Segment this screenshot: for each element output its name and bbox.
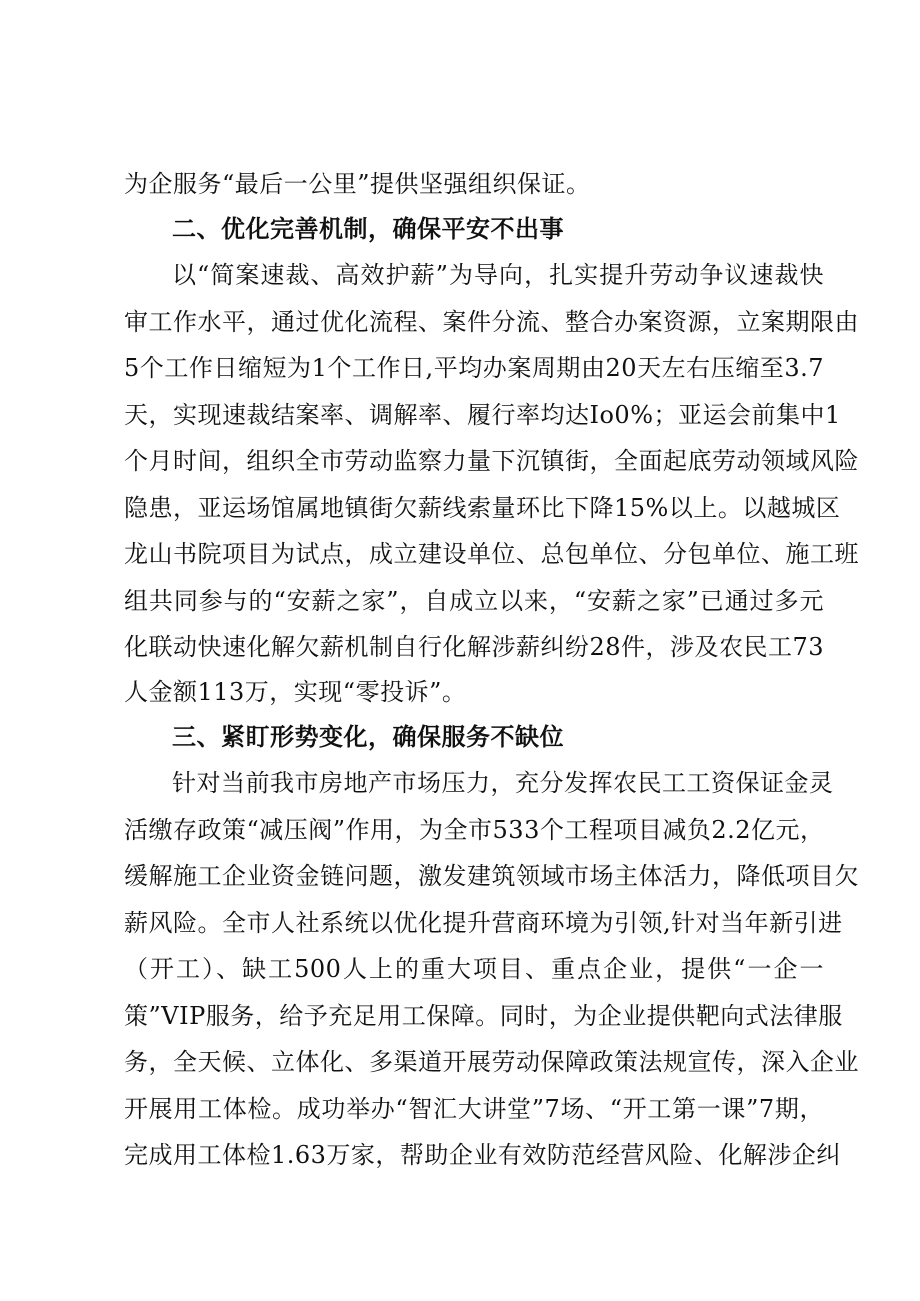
paragraph-line: 以“简案速裁、高效护薪”为导向，扎实提升劳动争议速裁快: [172, 261, 824, 289]
paragraph-line: 薪风险。全市人社系统以优化提升营商环境为引领,针对当年新引进: [124, 909, 843, 937]
paragraph-line: 为企服务“最后一公里”提供坚强组织保证。: [124, 170, 591, 198]
paragraph-line: 龙山书院项目为试点，成立建设单位、总包单位、分包单位、施工班: [124, 540, 859, 568]
paragraph-line: 化联动快速化解欠薪机制自行化解涉薪纠纷28件，涉及农民工73: [124, 633, 825, 661]
paragraph-line: （开工）、缺工500人上的重大项目、重点企业，提供“一企一: [124, 955, 824, 983]
paragraph-line: 组共同参与的“安薪之家”，自成立以来，“安薪之家”已通过多元: [124, 587, 824, 615]
paragraph-line: 完成用工体检1.63万家，帮助企业有效防范经营风险、化解涉企纠: [124, 1141, 841, 1169]
section-heading-3: 三、紧盯形势变化，确保服务不缺位: [172, 723, 564, 751]
paragraph-line: 审工作水平，通过优化流程、案件分流、整合办案资源，立案期限由: [124, 308, 859, 336]
section-heading-2: 二、优化完善机制，确保平安不出事: [172, 215, 564, 243]
paragraph-line: 人金额113万，实现“零投诉”。: [124, 678, 467, 706]
paragraph-line: 务，全天候、立体化、多渠道开展劳动保障政策法规宣传，深入企业: [124, 1048, 859, 1076]
paragraph-line: 缓解施工企业资金链问题，激发建筑领域市场主体活力，降低项目欠: [124, 862, 859, 890]
paragraph-line: 隐患，亚运场馆属地镇街欠薪线索量环比下降15%以上。以越城区: [124, 494, 841, 522]
paragraph-line: 5个工作日缩短为1个工作日,平均办案周期由20天左右压缩至3.7: [124, 354, 824, 382]
paragraph-line: 策”VIP服务，给予充足用工保障。同时，为企业提供靶向式法律服: [124, 1002, 843, 1030]
paragraph-line: 开展用工体检。成功举办“智汇大讲堂”7场、“开工第一课”7期，: [124, 1095, 824, 1123]
paragraph-line: 天，实现速裁结案率、调解率、履行率均达Io0%；亚运会前集中1: [124, 401, 841, 429]
paragraph-line: 个月时间，组织全市劳动监察力量下沉镇街，全面起底劳动领域风险: [124, 447, 859, 475]
paragraph-line: 活缴存政策“减压阀”作用，为全市533个工程项目减负2.2亿元，: [124, 816, 825, 844]
paragraph-line: 针对当前我市房地产市场压力，充分发挥农民工工资保证金灵: [172, 769, 834, 797]
